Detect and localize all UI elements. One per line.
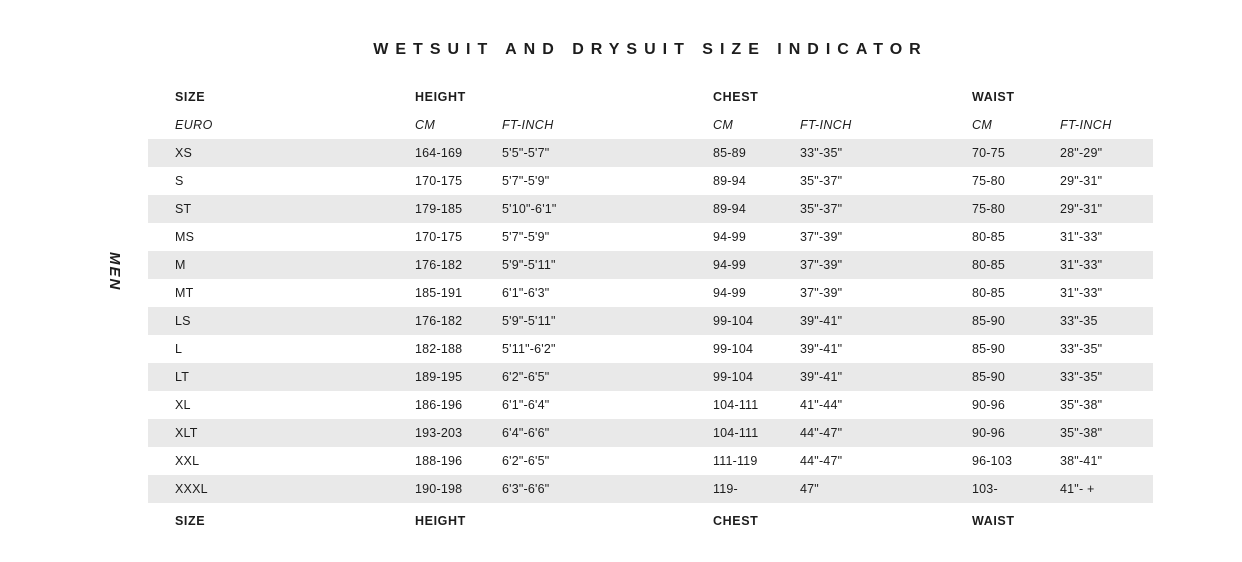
column-header-waist: WAIST — [972, 90, 1015, 104]
euro-size-cell: XLT — [175, 426, 198, 440]
height-cm-cell: 188-196 — [415, 454, 463, 468]
waist-ftinch-cell: 28"-29" — [1060, 146, 1103, 160]
chest-cm-cell: 99-104 — [713, 342, 754, 356]
waist-ftinch-cell: 33"-35 — [1060, 314, 1098, 328]
waist-cm-cell: 85-90 — [972, 342, 1005, 356]
euro-size-cell: XXXL — [175, 482, 208, 496]
subheader-euro: EURO — [175, 117, 213, 132]
height-cm-cell: 186-196 — [415, 398, 463, 412]
chest-ftinch-cell: 39"-41" — [800, 314, 843, 328]
waist-ftinch-cell: 38"-41" — [1060, 454, 1103, 468]
table-rows — [148, 139, 1153, 503]
chest-ftinch-cell: 37"-39" — [800, 286, 843, 300]
height-ftinch-cell: 6'1"-6'4" — [502, 398, 550, 412]
height-ftinch-cell: 6'3"-6'6" — [502, 482, 550, 496]
table-row — [148, 363, 1153, 391]
chest-cm-cell: 119- — [713, 482, 738, 496]
chest-cm-cell: 104-111 — [713, 398, 759, 412]
column-header-chest: CHEST — [713, 90, 759, 104]
chest-ftinch-cell: 47" — [800, 482, 819, 496]
table-row — [148, 195, 1153, 223]
men-section-label: MEN — [106, 252, 123, 292]
page-title: WETSUIT AND DRYSUIT SIZE INDICATOR — [373, 41, 928, 58]
waist-ftinch-cell: 35"-38" — [1060, 426, 1103, 440]
euro-size-cell: MT — [175, 286, 194, 300]
waist-ftinch-cell: 41"- + — [1060, 482, 1095, 496]
height-cm-cell: 189-195 — [415, 370, 463, 384]
chest-cm-cell: 85-89 — [713, 146, 746, 160]
chest-cm-cell: 94-99 — [713, 258, 746, 272]
euro-size-cell: XXL — [175, 454, 200, 468]
euro-size-cell: MS — [175, 230, 195, 244]
height-ftinch-cell: 6'4"-6'6" — [502, 426, 550, 440]
table-row — [148, 475, 1153, 503]
euro-size-cell: M — [175, 258, 186, 272]
table-row — [148, 419, 1153, 447]
chest-ftinch-cell: 41"-44" — [800, 398, 843, 412]
euro-size-cell: L — [175, 342, 183, 356]
waist-ftinch-cell: 33"-35" — [1060, 370, 1103, 384]
footer-label-size: SIZE — [175, 514, 206, 528]
chest-ftinch-cell: 35"-37" — [800, 174, 843, 188]
table-sub-header-row — [148, 110, 1153, 139]
chest-ftinch-cell: 44"-47" — [800, 454, 843, 468]
height-ftinch-cell: 5'11"-6'2" — [502, 342, 556, 356]
chest-cm-cell: 111-119 — [713, 454, 758, 468]
height-ftinch-cell: 6'2"-6'5" — [502, 370, 550, 384]
euro-size-cell: XS — [175, 146, 193, 160]
subheader-chest-ftinch: FT-INCH — [800, 117, 852, 132]
height-ftinch-cell: 6'1"-6'3" — [502, 286, 550, 300]
height-cm-cell: 193-203 — [415, 426, 463, 440]
table-row — [148, 223, 1153, 251]
table-row — [148, 251, 1153, 279]
euro-size-cell: LT — [175, 370, 190, 384]
chest-cm-cell: 94-99 — [713, 230, 746, 244]
footer-label-height: HEIGHT — [415, 514, 466, 528]
waist-cm-cell: 103- — [972, 482, 998, 496]
chest-cm-cell: 104-111 — [713, 426, 759, 440]
height-cm-cell: 176-182 — [415, 314, 463, 328]
height-ftinch-cell: 6'2"-6'5" — [502, 454, 550, 468]
table-row — [148, 447, 1153, 475]
height-cm-cell: 190-198 — [415, 482, 463, 496]
waist-cm-cell: 96-103 — [972, 454, 1013, 468]
waist-ftinch-cell: 31"-33" — [1060, 286, 1103, 300]
euro-size-cell: ST — [175, 202, 192, 216]
chest-ftinch-cell: 33"-35" — [800, 146, 843, 160]
height-ftinch-cell: 5'9"-5'11" — [502, 258, 556, 272]
chest-ftinch-cell: 44"-47" — [800, 426, 843, 440]
table-footer-row — [148, 508, 1153, 534]
waist-cm-cell: 85-90 — [972, 370, 1005, 384]
height-ftinch-cell: 5'7"-5'9" — [502, 174, 550, 188]
height-ftinch-cell: 5'7"-5'9" — [502, 230, 550, 244]
waist-cm-cell: 85-90 — [972, 314, 1005, 328]
height-cm-cell: 179-185 — [415, 202, 463, 216]
euro-size-cell: S — [175, 174, 184, 188]
euro-size-cell: XL — [175, 398, 191, 412]
height-cm-cell: 170-175 — [415, 230, 463, 244]
table-row — [148, 279, 1153, 307]
table-row — [148, 139, 1153, 167]
waist-cm-cell: 80-85 — [972, 286, 1005, 300]
waist-ftinch-cell: 31"-33" — [1060, 230, 1103, 244]
chest-cm-cell: 94-99 — [713, 286, 746, 300]
height-cm-cell: 182-188 — [415, 342, 463, 356]
chest-cm-cell: 99-104 — [713, 314, 754, 328]
table-group-header-row — [148, 84, 1153, 110]
euro-size-cell: LS — [175, 314, 191, 328]
waist-ftinch-cell: 33"-35" — [1060, 342, 1103, 356]
height-ftinch-cell: 5'10"-6'1" — [502, 202, 557, 216]
height-cm-cell: 185-191 — [415, 286, 463, 300]
height-ftinch-cell: 5'9"-5'11" — [502, 314, 556, 328]
waist-cm-cell: 75-80 — [972, 202, 1005, 216]
waist-ftinch-cell: 29"-31" — [1060, 202, 1103, 216]
table-row — [148, 167, 1153, 195]
chest-ftinch-cell: 37"-39" — [800, 230, 843, 244]
waist-cm-cell: 80-85 — [972, 230, 1005, 244]
height-cm-cell: 176-182 — [415, 258, 463, 272]
footer-label-waist: WAIST — [972, 514, 1015, 528]
waist-cm-cell: 70-75 — [972, 146, 1005, 160]
chest-ftinch-cell: 39"-41" — [800, 342, 843, 356]
subheader-height-ftinch: FT-INCH — [502, 117, 554, 132]
chest-cm-cell: 89-94 — [713, 202, 746, 216]
column-header-height: HEIGHT — [415, 90, 466, 104]
chest-cm-cell: 99-104 — [713, 370, 754, 384]
height-ftinch-cell: 5'5"-5'7" — [502, 146, 550, 160]
height-cm-cell: 170-175 — [415, 174, 463, 188]
footer-label-chest: CHEST — [713, 514, 759, 528]
subheader-chest-cm: CM — [713, 117, 734, 132]
chest-ftinch-cell: 39"-41" — [800, 370, 843, 384]
table-row — [148, 391, 1153, 419]
size-table — [148, 84, 1153, 534]
waist-cm-cell: 90-96 — [972, 398, 1005, 412]
subheader-height-cm: CM — [415, 117, 436, 132]
waist-ftinch-cell: 31"-33" — [1060, 258, 1103, 272]
subheader-waist-cm: CM — [972, 117, 993, 132]
height-cm-cell: 164-169 — [415, 146, 463, 160]
subheader-waist-ftinch: FT-INCH — [1060, 117, 1112, 132]
waist-cm-cell: 80-85 — [972, 258, 1005, 272]
table-row — [148, 307, 1153, 335]
waist-cm-cell: 90-96 — [972, 426, 1005, 440]
waist-ftinch-cell: 29"-31" — [1060, 174, 1103, 188]
waist-cm-cell: 75-80 — [972, 174, 1005, 188]
chest-ftinch-cell: 35"-37" — [800, 202, 843, 216]
waist-ftinch-cell: 35"-38" — [1060, 398, 1103, 412]
chest-cm-cell: 89-94 — [713, 174, 746, 188]
table-row — [148, 335, 1153, 363]
chest-ftinch-cell: 37"-39" — [800, 258, 843, 272]
column-header-size: SIZE — [175, 90, 206, 104]
